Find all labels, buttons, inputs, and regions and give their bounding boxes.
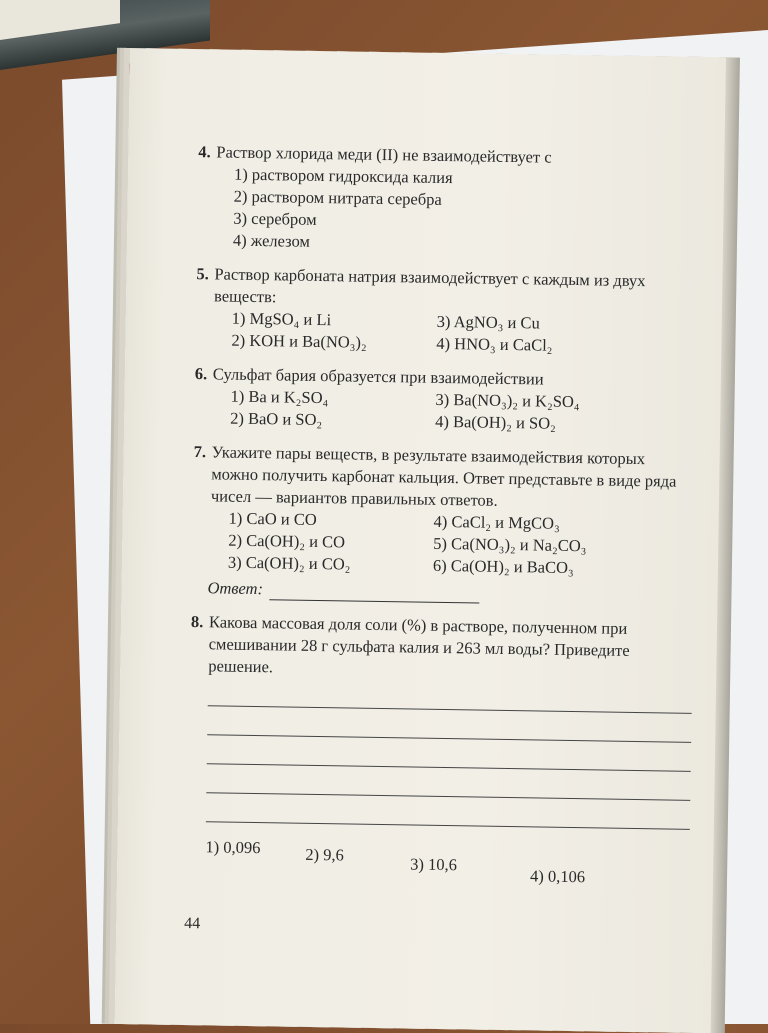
option: 3) серебром: [233, 208, 317, 229]
option: 1) MgSO₄ и Li: [231, 308, 332, 330]
question-text: 7. Укажите пары веществ, в результате взаимодействия которых можно получить карбонат кальция. Ответ представьте в виде ряда чисел — вариантов правильных ответов.: [193, 442, 677, 510]
question-7: [193, 441, 695, 607]
textbook-page: [115, 48, 740, 1033]
options-grid: [230, 386, 697, 437]
page-number: 44: [184, 914, 201, 933]
option: 2) Ca(OH)₂ и CO: [228, 530, 346, 552]
question-8: [190, 611, 693, 887]
question-text: 8. Какова массовая доля соли (%) в растворе, полученном при смешивании 28 г сульфата калия и 263 мл воды? Приведите решение.: [190, 612, 630, 677]
option: 3) AgNO₃ и Cu: [436, 311, 540, 333]
question-number: 7.: [193, 442, 207, 462]
option: 6) Ca(OH)₂ и BaCO₃: [432, 555, 574, 578]
answer-label: Ответ:: [207, 578, 264, 599]
option: 2) BaO и SO₂: [230, 408, 323, 430]
question-number: 6.: [194, 364, 208, 384]
question-text: 4. Раствор хлорида меди (II) не взаимодействует с: [198, 142, 552, 167]
option: 1) CaO и CO: [228, 508, 317, 529]
option: 3) Ba(NO₃)₂ и K₂SO₄: [435, 389, 580, 412]
option: 2) KOH и Ba(NO₃)₂: [231, 330, 367, 352]
options-list: [233, 164, 700, 259]
option: 4) Ba(OH)₂ и SO₂: [435, 411, 557, 433]
option: 2) 9,6: [305, 844, 345, 865]
question-5: [196, 263, 698, 359]
answer-line[interactable]: [269, 599, 479, 603]
page-content: [190, 141, 700, 887]
option: 1) 0,096: [205, 837, 261, 858]
option: 2) раствором нитрата серебра: [233, 186, 442, 209]
options-row: [205, 836, 689, 887]
question-number: 8.: [190, 612, 204, 632]
question-text: 5. Раствор карбоната натрия взаимодействует с каждым из двух веществ:: [196, 264, 646, 307]
option: 5) Ca(NO₃)₂ и Na₂CO₃: [433, 533, 587, 556]
options-grid: [231, 308, 698, 359]
question-text: 6. Сульфат бария образуется при взаимодействии: [194, 364, 544, 389]
option: 4) 0,106: [529, 866, 586, 887]
options-grid: [228, 508, 695, 581]
question-number: 4.: [198, 142, 211, 162]
option: 4) CaCl₂ и MgCO₃: [433, 511, 560, 533]
option: 3) 10,6: [410, 854, 458, 875]
option: 1) раствором гидроксида калия: [233, 164, 453, 188]
solution-line[interactable]: [206, 793, 690, 830]
question-6: [194, 363, 697, 437]
option: 4) HNO₃ и CaCl₂: [436, 333, 553, 355]
answer-row: [207, 577, 693, 607]
solution-lines: [206, 677, 692, 830]
question-number: 5.: [196, 264, 209, 284]
option: 1) Ba и K₂SO₄: [230, 386, 329, 408]
option: 4) железом: [232, 230, 311, 251]
option: 3) Ca(OH)₂ и CO₂: [227, 552, 351, 574]
question-4: [198, 141, 701, 259]
